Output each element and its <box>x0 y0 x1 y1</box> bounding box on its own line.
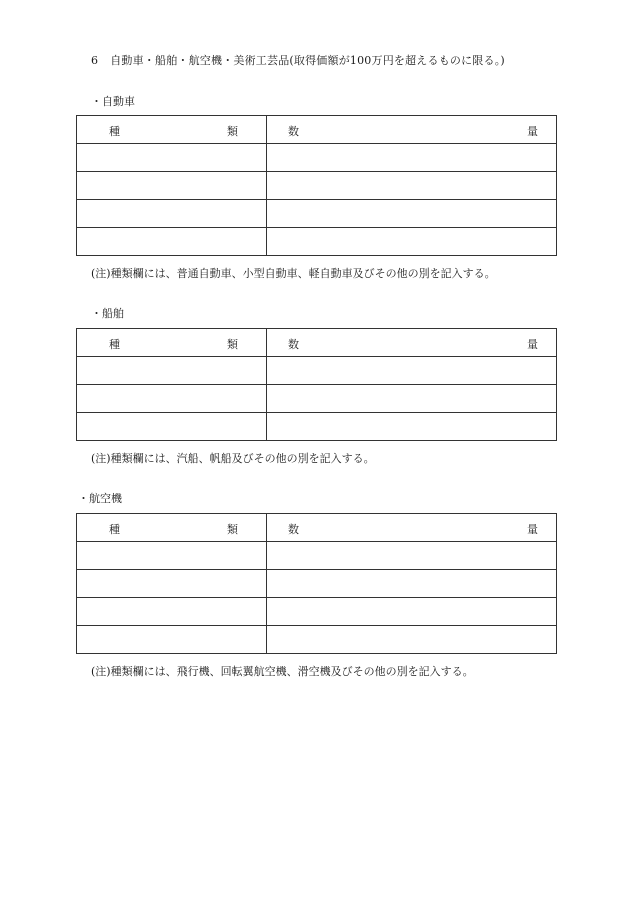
qty-header-a: 数 <box>288 523 299 536</box>
qty-header-b: 量 <box>527 338 538 351</box>
table-row <box>77 413 557 441</box>
qty-header-b: 量 <box>527 125 538 138</box>
kind-cell[interactable] <box>77 228 267 256</box>
kind-cell[interactable] <box>77 357 267 385</box>
table-header-row <box>77 329 557 357</box>
kind-cell[interactable] <box>77 385 267 413</box>
qty-header-a: 数 <box>288 338 299 351</box>
section-number: 6 <box>91 54 99 67</box>
kind-cell[interactable] <box>77 144 267 172</box>
qty-header-b: 量 <box>527 523 538 536</box>
kind-cell[interactable] <box>77 172 267 200</box>
quantity-cell[interactable] <box>267 570 557 598</box>
table-row <box>77 200 557 228</box>
table-row <box>77 626 557 654</box>
qty-header-a: 数 <box>288 125 299 138</box>
quantity-cell[interactable] <box>267 200 557 228</box>
quantity-cell[interactable] <box>267 172 557 200</box>
automobile-note: (注)種類欄には、普通自動車、小型自動車、軽自動車及びその他の別を記入する。 <box>91 267 496 280</box>
table-header-row <box>77 514 557 542</box>
table-row <box>77 598 557 626</box>
aircraft-label: ・航空機 <box>78 492 122 505</box>
table-row <box>77 357 557 385</box>
kind-cell[interactable] <box>77 542 267 570</box>
aircraft-table <box>76 513 557 654</box>
kind-cell[interactable] <box>77 413 267 441</box>
quantity-cell[interactable] <box>267 144 557 172</box>
kind-cell[interactable] <box>77 200 267 228</box>
kind-cell[interactable] <box>77 626 267 654</box>
quantity-cell[interactable] <box>267 598 557 626</box>
kind-header-b: 類 <box>227 125 238 138</box>
kind-header-b: 類 <box>227 338 238 351</box>
ship-label: ・船舶 <box>91 307 124 320</box>
quantity-cell[interactable] <box>267 413 557 441</box>
quantity-cell[interactable] <box>267 357 557 385</box>
automobile-table <box>76 115 557 256</box>
table-header-row <box>77 116 557 144</box>
quantity-cell[interactable] <box>267 228 557 256</box>
table-row <box>77 144 557 172</box>
automobile-label: ・自動車 <box>91 95 135 108</box>
kind-cell[interactable] <box>77 598 267 626</box>
table-row <box>77 228 557 256</box>
kind-header-a: 種 <box>109 523 120 536</box>
quantity-cell[interactable] <box>267 626 557 654</box>
kind-header-a: 種 <box>109 338 120 351</box>
table-row <box>77 385 557 413</box>
table-row <box>77 570 557 598</box>
table-row <box>77 542 557 570</box>
ship-note: (注)種類欄には、汽船、帆船及びその他の別を記入する。 <box>91 452 375 465</box>
table-row <box>77 172 557 200</box>
quantity-cell[interactable] <box>267 385 557 413</box>
kind-header-a: 種 <box>109 125 120 138</box>
quantity-cell[interactable] <box>267 542 557 570</box>
ship-table <box>76 328 557 441</box>
kind-header-b: 類 <box>227 523 238 536</box>
section-heading <box>91 52 505 68</box>
section-title: 自動車・船舶・航空機・美術工芸品(取得価額が100万円を超えるものに限る。) <box>110 54 505 67</box>
kind-cell[interactable] <box>77 570 267 598</box>
aircraft-note: (注)種類欄には、飛行機、回転翼航空機、滑空機及びその他の別を記入する。 <box>91 665 474 678</box>
